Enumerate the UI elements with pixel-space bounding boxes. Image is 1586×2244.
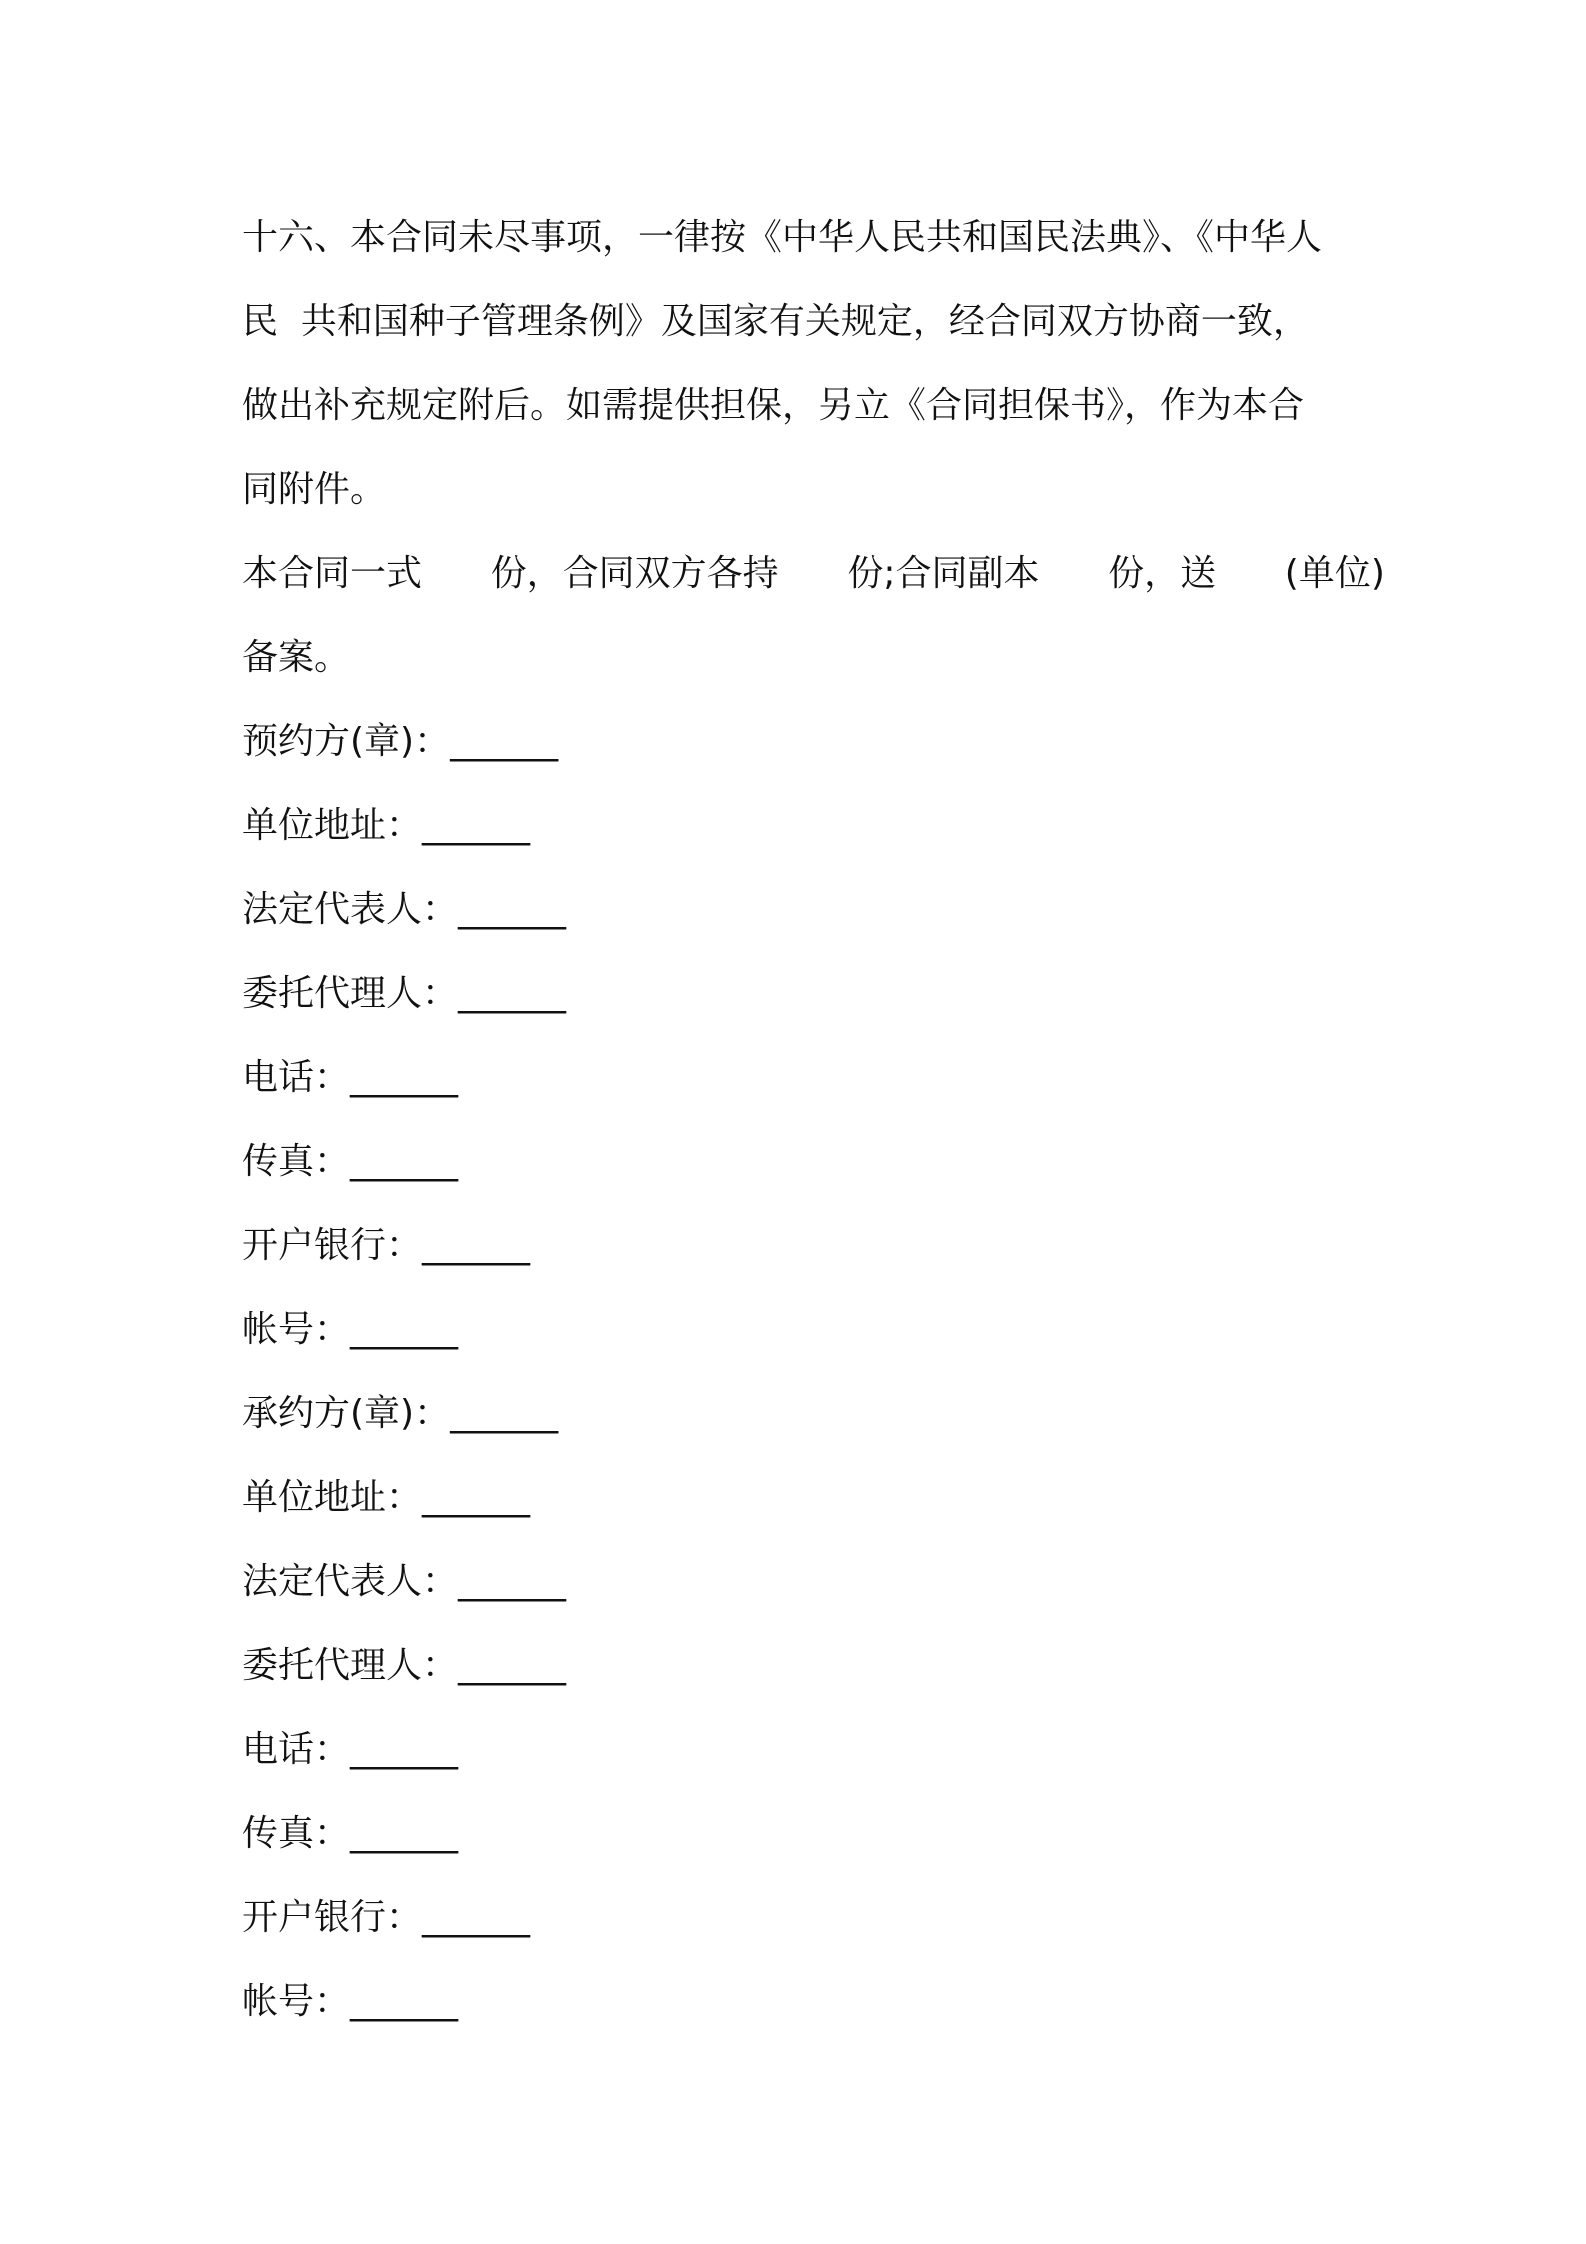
field-label: 单位地址： [242,805,423,846]
copies-line: 备案。 [242,637,351,678]
field-blank: ______ [350,1813,459,1854]
field-blank: ______ [458,1561,567,1602]
field-blank: ______ [458,889,567,930]
field-label: 委托代理人： [242,1645,459,1686]
party-a-phone-field [242,1036,1352,1120]
field-label: 帐号： [242,1309,351,1350]
copies-line: 本合同一式 份，合同双方各持 份;合同副本 份，送 (单位) [242,553,1385,594]
party-a-bank-field [242,1204,1352,1288]
party-a-address-field [242,784,1352,868]
field-blank: ______ [458,1645,567,1686]
field-label: 传真： [242,1813,351,1854]
field-label: 承约方(章)： [242,1393,451,1434]
party-b-seal-field [242,1372,1352,1456]
field-blank: ______ [422,1225,531,1266]
party-b-signature-block [242,1372,1352,2044]
clause-16 [242,196,1352,532]
field-blank: ______ [450,721,559,762]
field-label: 传真： [242,1141,351,1182]
field-label: 开户银行： [242,1225,423,1266]
field-label: 开户银行： [242,1897,423,1938]
field-label: 电话： [242,1057,351,1098]
field-blank: ______ [350,1057,459,1098]
party-a-agent-field [242,952,1352,1036]
party-a-account-field [242,1288,1352,1372]
party-b-account-field [242,1960,1352,2044]
clause-16-line: 民 共和国种子管理条例》及国家有关规定，经合同双方协商一致， [242,301,1309,342]
copies-clause [242,532,1385,700]
document-body [242,196,1385,2044]
field-blank: ______ [350,1729,459,1770]
field-blank: ______ [422,805,531,846]
field-blank: ______ [450,1393,559,1434]
clause-16-line: 十六、本合同未尽事项，一律按《中华人民共和国民法典》、《中华人 [242,217,1323,258]
field-blank: ______ [458,973,567,1014]
party-a-legal-rep-field [242,868,1352,952]
field-label: 单位地址： [242,1477,423,1518]
party-a-signature-block [242,700,1352,1372]
field-label: 预约方(章)： [242,721,451,762]
field-label: 法定代表人： [242,1561,459,1602]
clause-16-line: 做出补充规定附后。如需提供担保，另立《合同担保书》，作为本合 [242,385,1305,426]
clause-16-line: 同附件。 [242,469,387,510]
field-label: 法定代表人： [242,889,459,930]
party-b-phone-field [242,1708,1352,1792]
field-blank: ______ [350,1309,459,1350]
field-label: 委托代理人： [242,973,459,1014]
party-b-legal-rep-field [242,1540,1352,1624]
party-a-seal-field [242,700,1352,784]
field-label: 帐号： [242,1981,351,2022]
field-blank: ______ [422,1897,531,1938]
party-b-bank-field [242,1876,1352,1960]
party-b-address-field [242,1456,1352,1540]
field-blank: ______ [350,1141,459,1182]
field-label: 电话： [242,1729,351,1770]
field-blank: ______ [350,1981,459,2022]
party-b-agent-field [242,1624,1352,1708]
party-a-fax-field [242,1120,1352,1204]
field-blank: ______ [422,1477,531,1518]
party-b-fax-field [242,1792,1352,1876]
